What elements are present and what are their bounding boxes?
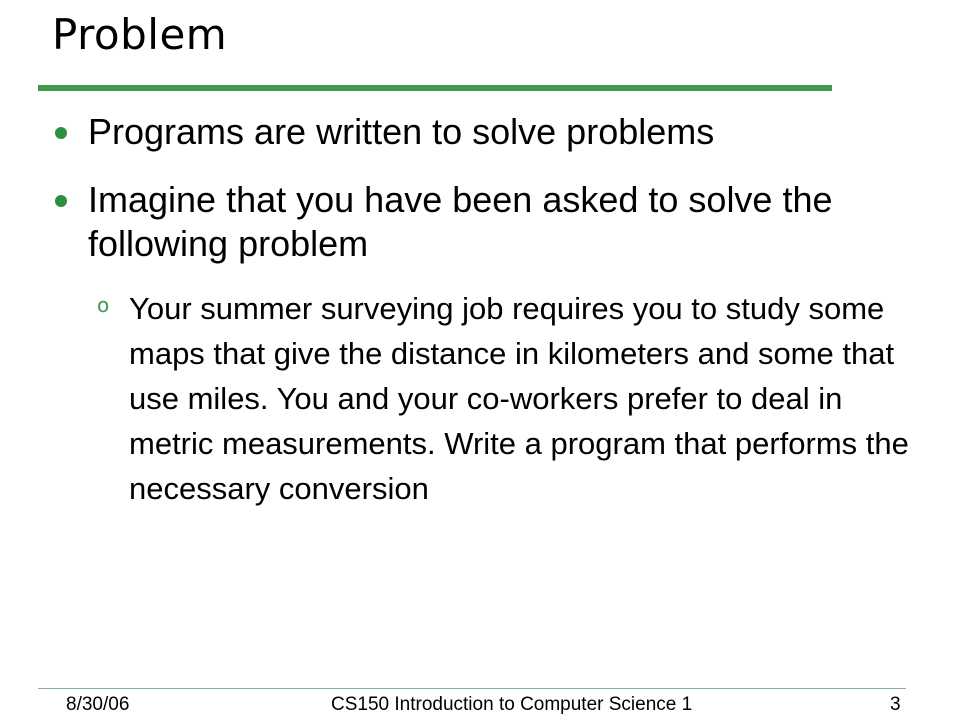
bullet-text: Imagine that you have been asked to solve the following problem xyxy=(88,179,833,264)
bullet-dot-icon xyxy=(55,195,67,207)
title-underline xyxy=(38,85,832,91)
bullet-dot-icon xyxy=(55,127,67,139)
bullet-item xyxy=(0,110,960,154)
footer-divider xyxy=(38,688,906,689)
sub-bullet-item xyxy=(0,286,960,511)
sub-bullet-marker-icon: o xyxy=(97,293,110,317)
bullet-text: Programs are written to solve problems xyxy=(88,111,715,152)
slide-title: Problem xyxy=(52,10,228,59)
bullet-item xyxy=(0,178,960,266)
bullet-list xyxy=(0,110,960,511)
footer-date: 8/30/06 xyxy=(66,694,130,715)
sub-bullet-text: Your summer surveying job requires you to study some maps that give the distance in kilometers and some that use miles. You and your co-workers prefer to deal in metric measurements. Write a program that performs the necessary conversion xyxy=(129,291,909,506)
footer-course-title: CS150 Introduction to Computer Science 1 xyxy=(331,694,693,715)
footer-page-number: 3 xyxy=(890,694,901,715)
